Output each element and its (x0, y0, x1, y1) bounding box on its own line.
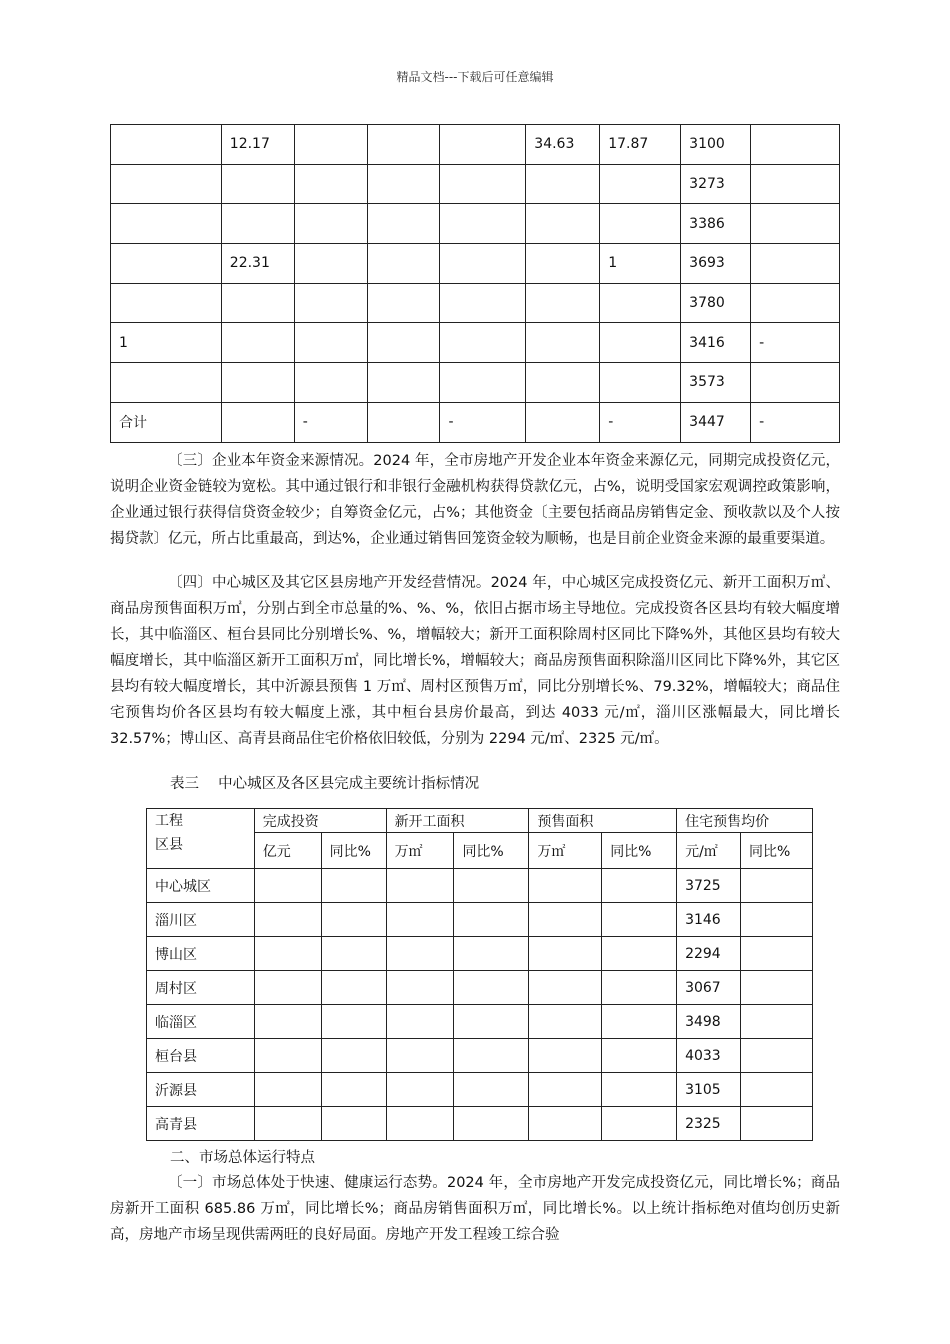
table-cell (741, 971, 813, 1005)
section-title: 二、市场总体运行特点 (170, 1150, 315, 1166)
paragraph-text: 〔一〕市场总体处于快速、健康运行态势。2024 年，全市房地产开发完成投资亿元，同比增长%；商品房新开工面积 685.86 万㎡，同比增长%；商品房销售面积万㎡，同比增长%。以上统计指标绝对值均创历史新高，房地产市场呈现供需两旺的良好局面。房地产开发工程竣工综合验 (110, 1175, 840, 1243)
table-cell (321, 869, 386, 903)
table-row (111, 244, 840, 284)
table-row (111, 283, 840, 323)
table-row (147, 937, 813, 971)
table-cell (367, 323, 440, 363)
district-name: 桓台县 (147, 1039, 255, 1073)
table-caption: 表三 中心城区及各区县完成主要统计指标情况 (170, 776, 480, 792)
table-cell (602, 1039, 677, 1073)
price-cell: 3146 (677, 903, 741, 937)
table-cell (600, 204, 681, 244)
table-cell: 3273 (681, 164, 751, 204)
table-cell (386, 937, 454, 971)
table-cell (526, 363, 600, 403)
table-cell (602, 1005, 677, 1039)
table-cell (321, 1073, 386, 1107)
table-cell (454, 937, 529, 971)
table-cell (602, 971, 677, 1005)
price-cell: 3725 (677, 869, 741, 903)
table-row (111, 323, 840, 363)
paragraph-text: 〔三〕企业本年资金来源情况。2024 年，全市房地产开发企业本年资金来源亿元，同期完成投资亿元，说明企业资金链较为宽松。其中通过银行和非银行金融机构获得贷款亿元，占%，说明受国家宏观调控政策影响，企业通过银行获得信贷资金较少；自筹资金亿元，占%；其他资金〔主要包括商品房销售定金、预收款以及个人按揭贷款〕亿元，所占比重最高，到达%，企业通过销售回笼资金较为顺畅，也是目前企业资金来源的最重要渠道。 (110, 453, 840, 547)
table-cell (454, 1107, 529, 1141)
table-cell (454, 903, 529, 937)
table-cell (751, 363, 840, 403)
table-cell (111, 363, 222, 403)
table-cell (221, 323, 294, 363)
table-cell (741, 937, 813, 971)
table-row (147, 1107, 813, 1141)
district-name: 周村区 (147, 971, 255, 1005)
table-cell (751, 125, 840, 165)
table-cell (454, 869, 529, 903)
table-cell (741, 1005, 813, 1039)
table-row (111, 164, 840, 204)
table-cell: 3100 (681, 125, 751, 165)
table-cell (526, 323, 600, 363)
table-cell (741, 1039, 813, 1073)
table-row (147, 1039, 813, 1073)
group-header: 预售面积 (529, 809, 677, 833)
table-cell: - (440, 402, 526, 442)
table-cell (529, 937, 602, 971)
table-cell (600, 164, 681, 204)
group-header: 新开工面积 (386, 809, 529, 833)
table-cell (254, 903, 321, 937)
table-cell (367, 204, 440, 244)
table-cell (454, 1005, 529, 1039)
table-cell: 3416 (681, 323, 751, 363)
group-header: 完成投资 (254, 809, 386, 833)
table-cell (529, 869, 602, 903)
table-cell: 22.31 (221, 244, 294, 284)
table-cell (254, 1005, 321, 1039)
price-cell: 2294 (677, 937, 741, 971)
table-cell (741, 1073, 813, 1107)
table-cell: 3573 (681, 363, 751, 403)
table-cell (294, 283, 367, 323)
table-cell (529, 1039, 602, 1073)
table-cell (602, 1073, 677, 1107)
table-cell (529, 903, 602, 937)
table-cell (321, 937, 386, 971)
table-cell: - (600, 402, 681, 442)
table-row (111, 363, 840, 403)
table-cell (440, 244, 526, 284)
table-cell (367, 283, 440, 323)
sub-header: 万㎡ (529, 833, 602, 869)
table-cell (367, 244, 440, 284)
district-name: 中心城区 (147, 869, 255, 903)
table-row (147, 971, 813, 1005)
table-cell (751, 164, 840, 204)
table-cell (526, 164, 600, 204)
table-cell (367, 363, 440, 403)
table-cell (111, 244, 222, 284)
table-cell (386, 869, 454, 903)
table-cell (254, 937, 321, 971)
table-cell (526, 244, 600, 284)
table-cell: 3386 (681, 204, 751, 244)
table-cell (440, 363, 526, 403)
table-continued (110, 124, 840, 443)
table-cell (367, 125, 440, 165)
table-cell (529, 1107, 602, 1141)
table-cell (294, 125, 367, 165)
sub-header: 同比% (741, 833, 813, 869)
price-cell: 3105 (677, 1073, 741, 1107)
sub-header: 元/㎡ (677, 833, 741, 869)
district-name: 沂源县 (147, 1073, 255, 1107)
table-cell (386, 1005, 454, 1039)
table-cell (321, 1107, 386, 1141)
table-cell (294, 363, 367, 403)
table-cell (294, 323, 367, 363)
table-cell: - (294, 402, 367, 442)
table-cell: 17.87 (600, 125, 681, 165)
table-cell (111, 283, 222, 323)
corner-label-district: 区县 (155, 837, 183, 853)
table-cell (741, 903, 813, 937)
table-cell (111, 204, 222, 244)
table-row (147, 1005, 813, 1039)
price-cell: 3498 (677, 1005, 741, 1039)
table-row (111, 125, 840, 165)
table-cell (294, 204, 367, 244)
table-cell (440, 164, 526, 204)
table-cell (221, 363, 294, 403)
table-cell: 1 (111, 323, 222, 363)
table-cell (529, 1005, 602, 1039)
page-header: 精品文档---下载后可任意编辑 (396, 70, 554, 84)
corner-label-project: 工程 (155, 813, 183, 829)
table-cell (221, 402, 294, 442)
table-cell (600, 283, 681, 323)
table-cell (386, 1039, 454, 1073)
table-cell (367, 164, 440, 204)
paragraph-district-overview (110, 570, 840, 752)
price-cell: 3067 (677, 971, 741, 1005)
table-cell (454, 1039, 529, 1073)
corner-header (147, 809, 255, 869)
group-header: 住宅预售均价 (677, 809, 813, 833)
table-cell (386, 1073, 454, 1107)
table-cell (111, 125, 222, 165)
district-indicators-table (146, 808, 813, 1141)
table-cell (386, 971, 454, 1005)
table-cell (602, 903, 677, 937)
sub-header: 同比% (602, 833, 677, 869)
table-cell: 3780 (681, 283, 751, 323)
table-cell: 1 (600, 244, 681, 284)
table-cell (386, 1107, 454, 1141)
table-cell (294, 244, 367, 284)
table-row (147, 1073, 813, 1107)
paragraph-market-overview (110, 1170, 840, 1248)
table-cell (321, 971, 386, 1005)
district-name: 淄川区 (147, 903, 255, 937)
table-cell (221, 283, 294, 323)
table-cell (386, 903, 454, 937)
table-cell (321, 1005, 386, 1039)
paragraph-text: 〔四〕中心城区及其它区县房地产开发经营情况。2024 年，中心城区完成投资亿元、新开工面积万㎡、商品房预售面积万㎡，分别占到全市总量的%、%、%，依旧占据市场主导地位。完成投资各区县均有较大幅度增长，其中临淄区、桓台县同比分别增长%、%，增幅较大；新开工面积除周村区同比下降%外，其他区县均有较大幅度增长，其中临淄区新开工面积万㎡，同比增长%，增幅较大；商品房预售面积除淄川区同比下降%外，其它区县均有较大幅度增长，其中沂源县预售 1 万㎡、周村区预售万㎡，同比分别增长%、79.32%，增幅较大；商品住宅预售均价各区县均有较大幅度上涨，其中桓台县房价最高，到达 4033 元/㎡，淄川区涨幅最大，同比增长 32.57%；博山区、高青县商品住宅价格依旧较低，分别为 2294 元/㎡、2325 元/㎡。 (110, 575, 840, 747)
table-cell (751, 244, 840, 284)
table-cell: - (751, 323, 840, 363)
district-name: 临淄区 (147, 1005, 255, 1039)
sub-header: 同比% (454, 833, 529, 869)
table-cell (321, 1039, 386, 1073)
table-cell: 3693 (681, 244, 751, 284)
table-cell (254, 971, 321, 1005)
table-cell (111, 164, 222, 204)
table-cell (254, 1039, 321, 1073)
table-cell: 12.17 (221, 125, 294, 165)
table-cell (751, 283, 840, 323)
table-cell: 3447 (681, 402, 751, 442)
table-row (111, 204, 840, 244)
district-name: 博山区 (147, 937, 255, 971)
table-cell (254, 869, 321, 903)
sub-header: 亿元 (254, 833, 321, 869)
table-cell (751, 204, 840, 244)
table-cell (600, 323, 681, 363)
table-cell (254, 1073, 321, 1107)
table-cell (294, 164, 367, 204)
table-cell (367, 402, 440, 442)
table-cell (526, 283, 600, 323)
table-cell (254, 1107, 321, 1141)
district-name: 高青县 (147, 1107, 255, 1141)
table-cell: 合计 (111, 402, 222, 442)
table-cell (741, 869, 813, 903)
table-row (111, 402, 840, 442)
table-cell (602, 869, 677, 903)
table-cell (221, 164, 294, 204)
paragraph-funding-sources (110, 448, 840, 552)
table-cell (321, 903, 386, 937)
table-cell: 34.63 (526, 125, 600, 165)
sub-header: 万㎡ (386, 833, 454, 869)
table-cell (741, 1107, 813, 1141)
table-cell (600, 363, 681, 403)
table-cell (529, 971, 602, 1005)
table-cell (602, 937, 677, 971)
price-cell: 4033 (677, 1039, 741, 1073)
table-cell (440, 204, 526, 244)
table-cell (529, 1073, 602, 1107)
table-cell (454, 1073, 529, 1107)
table-cell (526, 204, 600, 244)
table-cell (602, 1107, 677, 1141)
table-row (147, 903, 813, 937)
table-cell: - (751, 402, 840, 442)
table-cell (454, 971, 529, 1005)
table-cell (440, 323, 526, 363)
price-cell: 2325 (677, 1107, 741, 1141)
table-cell (221, 204, 294, 244)
table-cell (526, 402, 600, 442)
table-cell (440, 283, 526, 323)
sub-header: 同比% (321, 833, 386, 869)
table-cell (440, 125, 526, 165)
table-row (147, 869, 813, 903)
